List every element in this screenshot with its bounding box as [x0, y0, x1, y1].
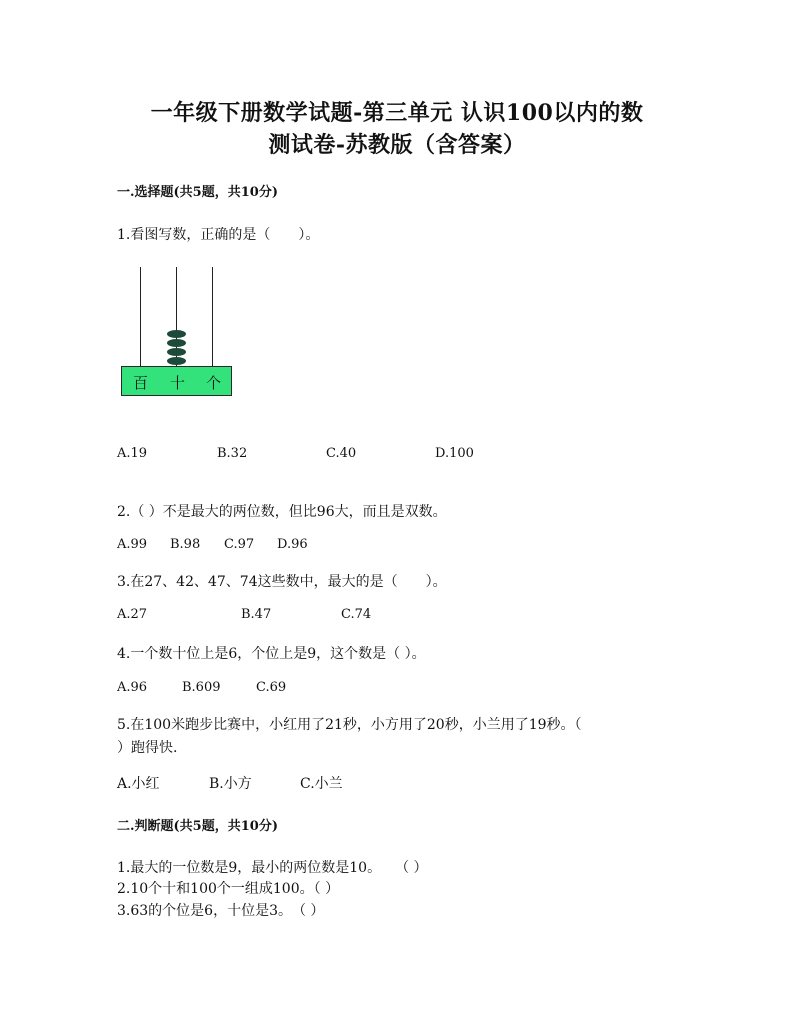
- page-title-line1: 一年级下册数学试题-第三单元 认识100以内的数: [150, 100, 644, 126]
- q1-option-d: D.100: [435, 446, 474, 461]
- abacus-bead: [167, 348, 186, 356]
- q5-option-b: B.小方: [209, 776, 252, 792]
- q2-option-d: D.96: [277, 537, 308, 552]
- question-5-line2: ）跑得快.: [117, 740, 178, 756]
- section-heading-judge: 二.判断题(共5题，共10分): [117, 819, 278, 834]
- q1-option-c: C.40: [326, 446, 357, 461]
- q2-option-b: B.98: [170, 537, 201, 552]
- q3-option-c: C.74: [341, 607, 372, 622]
- judge-item-1: 1.最大的一位数是9，最小的两位数是10。 （ ）: [117, 860, 428, 876]
- question-5-line1: 5.在100米跑步比赛中，小红用了21秒，小方用了20秒，小兰用了19秒。（: [117, 717, 582, 733]
- q4-option-b: B.609: [182, 680, 221, 695]
- q3-option-a: A.27: [117, 607, 148, 622]
- abacus-label-ones: 个: [206, 374, 222, 392]
- abacus-base: [121, 366, 232, 396]
- abacus-bead: [167, 330, 186, 338]
- abacus-bead: [167, 357, 186, 365]
- abacus-rod-hundreds: [140, 267, 141, 366]
- question-2: 2.（ ）不是最大的两位数，但比96大，而且是双数。: [117, 504, 447, 520]
- judge-item-3: 3.63的个位是6，十位是3。 （ ）: [117, 903, 325, 919]
- abacus-label-tens: 十: [170, 374, 186, 392]
- q1-option-a: A.19: [117, 446, 148, 461]
- question-3: 3.在27、42、47、74这些数中，最大的是（ ）。: [117, 574, 447, 590]
- question-1: 1.看图写数，正确的是（ ）。: [117, 227, 320, 243]
- question-4: 4.一个数十位上是6，个位上是9，这个数是（ ）。: [117, 646, 426, 662]
- abacus-rod-ones: [212, 267, 213, 366]
- q4-option-c: C.69: [256, 680, 287, 695]
- q5-option-a: A.小红: [117, 776, 160, 792]
- judge-item-2: 2.10个十和100个一组成100。（ ）: [117, 881, 340, 897]
- page-title-line2: 测试卷-苏教版（含答案）: [268, 132, 526, 158]
- section-heading-choice: 一.选择题(共5题，共10分): [117, 185, 278, 200]
- q3-option-b: B.47: [241, 607, 272, 622]
- q4-option-a: A.96: [117, 680, 148, 695]
- q2-option-c: C.97: [224, 537, 255, 552]
- q2-option-a: A.99: [117, 537, 148, 552]
- q1-option-b: B.32: [217, 446, 248, 461]
- abacus-bead: [167, 339, 186, 347]
- q5-option-c: C.小兰: [300, 776, 343, 792]
- abacus-label-hundreds: 百: [133, 374, 149, 392]
